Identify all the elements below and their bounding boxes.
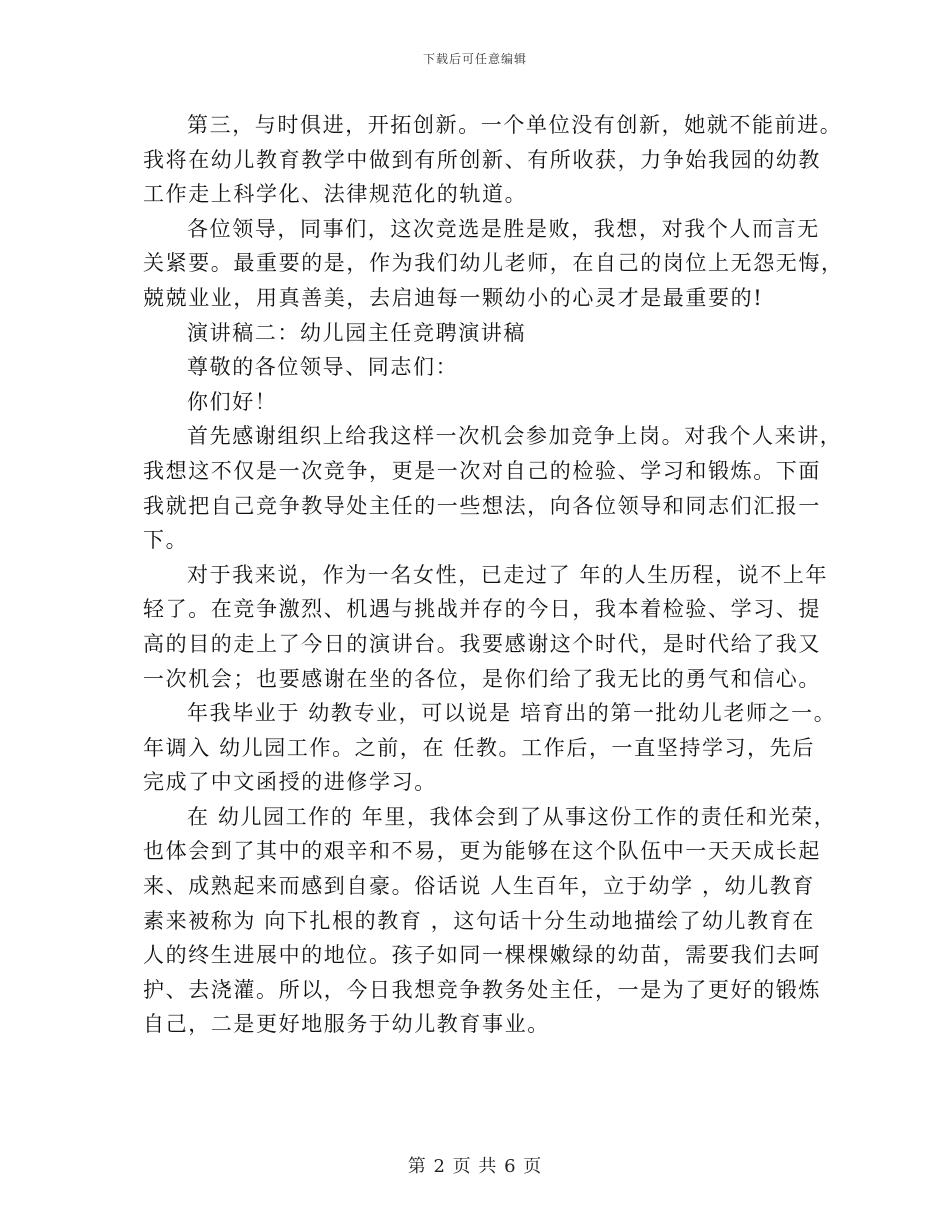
text-line: 第三，与时俱进，开拓创新。一个单位没有创新，她就不能前进。 xyxy=(187,113,843,137)
page-number-footer: 第 2 页 共 6 页 xyxy=(407,1156,543,1177)
text-line: 兢兢业业，用真善美，去启迪每一颗幼小的心灵才是最重要的! xyxy=(143,285,764,310)
text-line: 我想这不仅是一次竞争，更是一次对自己的检验、学习和锻炼。下面 xyxy=(143,458,821,483)
text-line: 各位领导，同事们，这次竞选是胜是败，我想，对我个人而言无 xyxy=(187,216,820,241)
text-line: 在 幼儿园工作的 年里，我体会到了从事这份工作的责任和光荣， xyxy=(187,804,837,829)
text-line: 年我毕业于 幼教专业，可以说是 培育出的第一批幼儿老师之一。 xyxy=(187,701,837,726)
text-line: 一次机会；也要感谢在坐的各位，是你们给了我无比的勇气和信心。 xyxy=(143,666,821,691)
text-line: 我就把自己竞争教导处主任的一些想法，向各位领导和同志们汇报一 xyxy=(143,493,821,518)
greeting: 你们好！ xyxy=(187,389,278,414)
section-title: 演讲稿二：幼儿园主任竞聘演讲稿 xyxy=(187,320,526,345)
text-line: 高的目的走上了今日的演讲台。我要感谢这个时代，是时代给了我又 xyxy=(143,631,821,656)
text-line: 我将在幼儿教育教学中做到有所创新、有所收获，力争始我园的幼教 xyxy=(143,147,821,172)
text-line: 对于我来说，作为一名女性，已走过了 年的人生历程，说不上年 xyxy=(187,562,829,587)
text-line: 也体会到了其中的艰辛和不易，更为能够在这个队伍中一天天成长起 xyxy=(143,839,821,864)
text-line: 护、去浇灌。所以，今日我想竞争教务处主任，一是为了更好的锻炼 xyxy=(143,977,821,1002)
text-line: 关紧要。最重要的是，作为我们幼儿老师，在自己的岗位上无怨无悔， xyxy=(143,251,844,276)
text-line: 首先感谢组织上给我这样一次机会参加竞争上岗。对我个人来讲， xyxy=(187,424,843,449)
document-body xyxy=(143,108,844,1042)
text-line: 轻了。在竞争激烈、机遇与挑战并存的今日，我本着检验、学习、提 xyxy=(143,597,821,622)
text-line: 工作走上科学化、法律规范化的轨道。 xyxy=(143,182,528,207)
text-line: 下。 xyxy=(143,528,189,553)
text-line: 自己，二是更好地服务于幼儿教育事业。 xyxy=(143,1012,550,1037)
text-line: 完成了中文函授的进修学习。 xyxy=(143,770,437,795)
text-line: 年调入 幼儿园工作。之前，在 任教。工作后，一直坚持学习，先后 xyxy=(143,735,815,760)
text-line: 素来被称为 向下扎根的教育 ，这句话十分生动地描绘了幼儿教育在 xyxy=(143,908,815,933)
text-line: 来、成熟起来而感到自豪。俗话说 人生百年，立于幼学 ，幼儿教育 xyxy=(143,874,815,899)
text-line: 人的终生进展中的地位。孩子如同一棵棵嫩绿的幼苗，需要我们去呵 xyxy=(143,943,821,968)
salutation: 尊敬的各位领导、同志们： xyxy=(187,355,459,380)
page-header: 下载后可任意编辑 xyxy=(422,52,527,66)
